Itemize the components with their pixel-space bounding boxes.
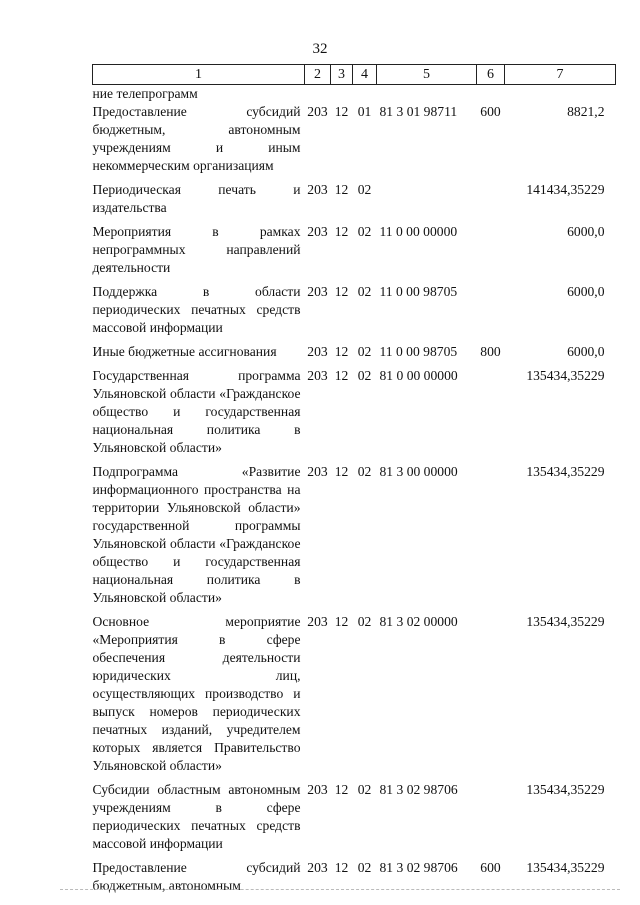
table-row bbox=[93, 781, 616, 859]
row-code-2: 203 bbox=[307, 368, 328, 383]
row-code-6 bbox=[477, 613, 505, 781]
scan-artifact-line bbox=[60, 889, 620, 890]
row-code-5: 11 0 00 98705 bbox=[379, 284, 458, 299]
row-code-5 bbox=[377, 181, 477, 223]
table-row bbox=[93, 367, 616, 463]
row-amount: 141434,35229 bbox=[526, 182, 605, 197]
row-name: Поддержка в области периодических печатных средств массовой информации bbox=[92, 284, 301, 335]
header-col-6: 6 bbox=[477, 65, 505, 85]
row-amount: 135434,35229 bbox=[526, 782, 605, 797]
row-amount bbox=[505, 85, 616, 104]
row-amount: 135434,35229 bbox=[526, 464, 605, 479]
table-row bbox=[93, 283, 616, 343]
table-body bbox=[93, 85, 616, 902]
row-code-4: 01 bbox=[357, 104, 372, 119]
row-code-6 bbox=[477, 367, 505, 463]
row-code-4: 02 bbox=[357, 368, 372, 383]
row-name: Периодическая печать и издательства bbox=[92, 182, 301, 215]
row-code-5: 81 3 00 00000 bbox=[379, 464, 458, 479]
row-code-5: 81 0 00 00000 bbox=[379, 368, 458, 383]
header-col-4: 4 bbox=[353, 65, 377, 85]
row-code-5: 81 3 01 98711 bbox=[379, 104, 458, 119]
row-code-3 bbox=[331, 85, 353, 104]
row-code-4: 02 bbox=[357, 860, 372, 875]
row-name: Предоставление субсидий бюджетным, автономным учреждениям и иным некоммерческим организациям bbox=[92, 104, 301, 173]
row-code-2: 203 bbox=[307, 284, 328, 299]
header-col-1: 1 bbox=[93, 65, 305, 85]
row-code-4: 02 bbox=[357, 464, 372, 479]
row-name: Иные бюджетные ассигнования bbox=[92, 344, 277, 359]
row-code-2: 203 bbox=[307, 344, 328, 359]
table-header bbox=[93, 65, 616, 85]
row-code-4: 02 bbox=[357, 344, 372, 359]
row-code-6 bbox=[477, 463, 505, 613]
row-code-3: 12 bbox=[334, 284, 349, 299]
row-code-6 bbox=[477, 85, 505, 104]
table-row bbox=[93, 223, 616, 283]
row-code-6 bbox=[477, 283, 505, 343]
row-code-5: 11 0 00 00000 bbox=[379, 224, 458, 239]
row-code-6: 600 bbox=[480, 860, 501, 875]
row-code-2: 203 bbox=[307, 464, 328, 479]
row-amount: 8821,2 bbox=[567, 104, 605, 119]
row-code-2: 203 bbox=[307, 104, 328, 119]
row-code-2: 203 bbox=[307, 224, 328, 239]
row-code-4 bbox=[353, 85, 377, 104]
row-code-4: 02 bbox=[357, 284, 372, 299]
row-code-4: 02 bbox=[357, 182, 372, 197]
row-code-3: 12 bbox=[334, 860, 349, 875]
table-row bbox=[93, 85, 616, 104]
row-name: Государственная программа Ульяновской области «Гражданское общество и государственная национальная политика в Ульяновской области» bbox=[92, 368, 301, 455]
row-code-2: 203 bbox=[307, 782, 328, 797]
row-amount: 135434,35229 bbox=[526, 614, 605, 629]
row-code-3: 12 bbox=[334, 368, 349, 383]
row-code-2: 203 bbox=[307, 614, 328, 629]
row-code-5: 11 0 00 98705 bbox=[379, 344, 458, 359]
row-code-5: 81 3 02 98706 bbox=[379, 860, 458, 875]
row-name: Субсидии областным автономным учреждениям в сфере периодических печатных средств массовой информации bbox=[92, 782, 301, 851]
row-code-3: 12 bbox=[334, 614, 349, 629]
row-amount: 6000,0 bbox=[567, 284, 605, 299]
row-code-2: 203 bbox=[307, 860, 328, 875]
row-code-6 bbox=[477, 181, 505, 223]
header-col-7: 7 bbox=[505, 65, 616, 85]
row-name: Подпрограмма «Развитие информационного пространства на территории Ульяновской области» государственной программы Ульяновской области «Гражданское общество и государственная национальная политика в Ульяновской области» bbox=[92, 464, 301, 605]
page-number: 32 bbox=[312, 41, 328, 57]
table-row bbox=[93, 613, 616, 781]
row-amount: 135434,35229 bbox=[526, 368, 605, 383]
row-code-6: 600 bbox=[480, 104, 501, 119]
table-row bbox=[93, 343, 616, 367]
row-name: Основное мероприятие «Мероприятия в сфере обеспечения деятельности юридических лиц, осуществляющих производство и выпуск номеров периодических печатных изданий, учредителем которых является Правительство Ульяновской области» bbox=[92, 614, 301, 773]
row-code-5: 81 3 02 98706 bbox=[379, 782, 458, 797]
header-col-3: 3 bbox=[331, 65, 353, 85]
row-code-6 bbox=[477, 781, 505, 859]
row-amount: 6000,0 bbox=[567, 344, 605, 359]
row-code-3: 12 bbox=[334, 464, 349, 479]
row-code-5: 81 3 02 00000 bbox=[379, 614, 458, 629]
row-code-2: 203 bbox=[307, 182, 328, 197]
table-row bbox=[93, 859, 616, 901]
row-code-6 bbox=[477, 223, 505, 283]
header-col-2: 2 bbox=[305, 65, 331, 85]
budget-table bbox=[92, 64, 616, 901]
row-amount: 135434,35229 bbox=[526, 860, 605, 875]
header-col-5: 5 bbox=[377, 65, 477, 85]
row-code-5 bbox=[377, 85, 477, 104]
table-row bbox=[93, 181, 616, 223]
table-row bbox=[93, 463, 616, 613]
row-amount: 6000,0 bbox=[567, 224, 605, 239]
row-code-2 bbox=[305, 85, 331, 104]
header-row bbox=[93, 65, 616, 85]
row-name: Мероприятия в рамках непрограммных направлений деятельности bbox=[92, 224, 301, 275]
row-code-3: 12 bbox=[334, 782, 349, 797]
table-row bbox=[93, 103, 616, 181]
row-name: ние телепрограмм bbox=[92, 86, 198, 101]
row-code-3: 12 bbox=[334, 104, 349, 119]
row-code-6: 800 bbox=[480, 344, 501, 359]
row-code-3: 12 bbox=[334, 224, 349, 239]
row-code-3: 12 bbox=[334, 344, 349, 359]
row-code-4: 02 bbox=[357, 224, 372, 239]
row-code-4: 02 bbox=[357, 614, 372, 629]
row-code-4: 02 bbox=[357, 782, 372, 797]
row-name: Предоставление субсидий бюджетным, автономным bbox=[92, 860, 301, 893]
row-code-3: 12 bbox=[334, 182, 349, 197]
